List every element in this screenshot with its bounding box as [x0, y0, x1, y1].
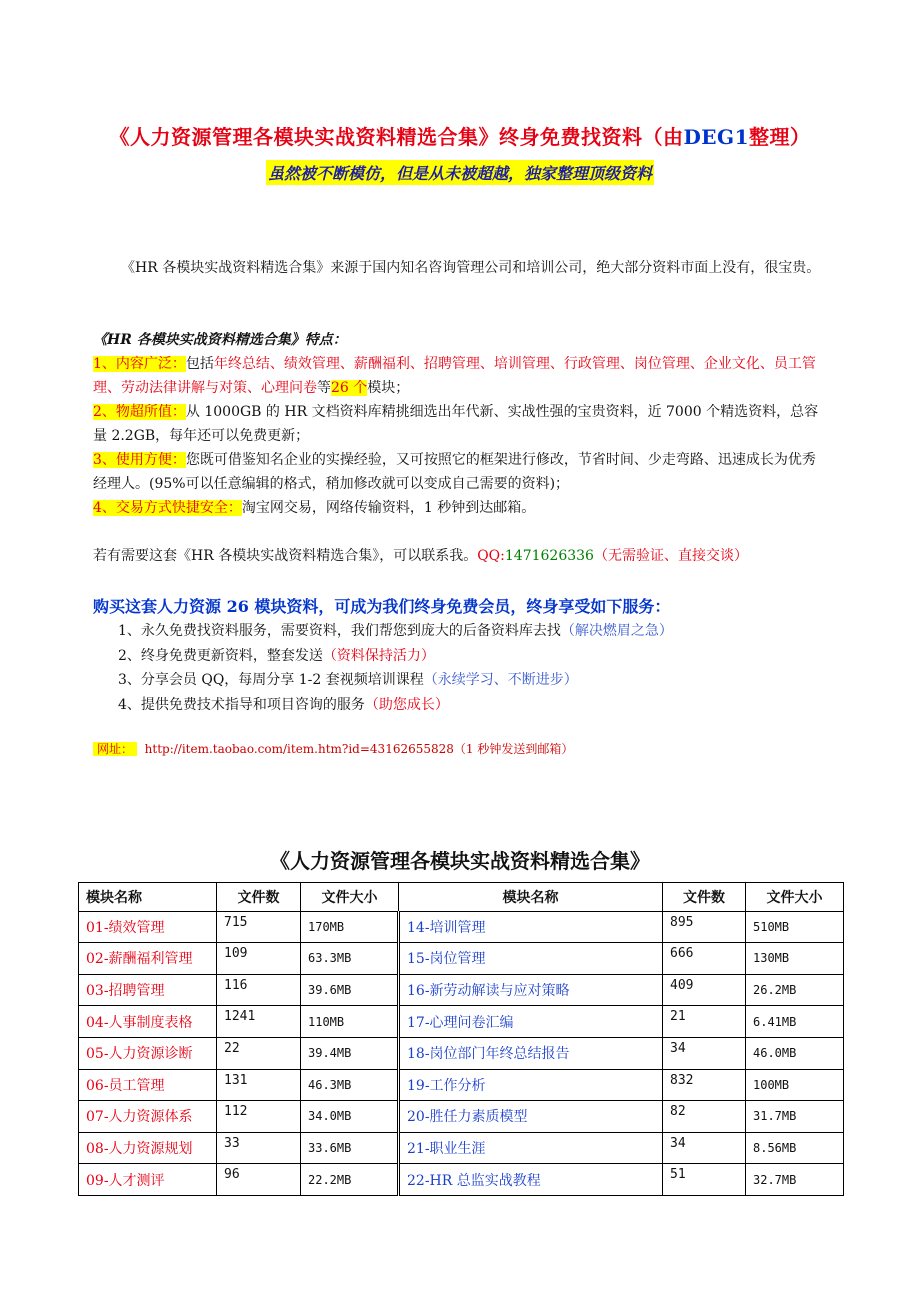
module-name-cell: 05-人力资源诊断: [79, 1037, 217, 1069]
title-text-part2: 整理）: [749, 125, 811, 149]
module-name-cell: 04-人事制度表格: [79, 1006, 217, 1038]
file-count-cell: 116: [217, 974, 301, 1006]
feature-3-text: 您既可借鉴知名企业的实操经验，又可按照它的框架进行修改，节省时间、少走弯路、迅速成长为优秀经理人。(95%可以任意编辑的格式，稍加修改就可以变成自己需要的资料)；: [93, 452, 816, 492]
url-line: [93, 740, 573, 757]
column-header: 模块名称: [79, 883, 217, 912]
title-deg: DEG1: [683, 125, 750, 149]
file-count-cell: 109: [217, 943, 301, 975]
service-item-4: [118, 693, 838, 718]
table-header-row: [79, 883, 844, 912]
file-size-cell: 130MB: [746, 943, 844, 975]
table-row: [79, 1006, 844, 1038]
feature-item-2: [93, 400, 828, 448]
feature-2-text: 从 1000GB 的 HR 文档资料库精挑细选出年代新、实战性强的宝贵资料，近 7000 个精选资料，总容量 2.2GB，每年还可以免费更新；: [93, 404, 819, 444]
module-name-cell: 16-新劳动解读与应对策略: [399, 974, 663, 1006]
modules-table: [78, 882, 844, 1196]
file-count-cell: 22: [217, 1037, 301, 1069]
file-size-cell: 170MB: [301, 911, 399, 943]
file-size-cell: 39.6MB: [301, 974, 399, 1006]
module-name-cell: 20-胜任力素质模型: [399, 1101, 663, 1133]
module-name-cell: 18-岗位部门年终总结报告: [399, 1037, 663, 1069]
feature-3-label: 3、使用方便：: [93, 452, 186, 468]
module-name-cell: 02-薪酬福利管理: [79, 943, 217, 975]
file-count-cell: 34: [663, 1037, 746, 1069]
subtitle: 虽然被不断模仿，但是从未被超越，独家整理顶级资料: [266, 160, 654, 185]
module-name-cell: 06-员工管理: [79, 1069, 217, 1101]
table-title: 《人力资源管理各模块实战资料精选合集》: [270, 849, 650, 873]
file-size-cell: 46.0MB: [746, 1037, 844, 1069]
feature-4-label: 4、交易方式快捷安全：: [93, 500, 242, 516]
file-count-cell: 1241: [217, 1006, 301, 1038]
service-3-note: （永续学习、不断进步）: [423, 672, 578, 688]
module-name-cell: 22-HR 总监实战教程: [399, 1164, 663, 1196]
module-name-cell: 09-人才测评: [79, 1164, 217, 1196]
file-count-cell: 666: [663, 943, 746, 975]
features-heading: 《HR 各模块实战资料精选合集》特点：: [93, 332, 347, 348]
features-list: [93, 352, 828, 520]
table-row: [79, 1037, 844, 1069]
file-size-cell: 510MB: [746, 911, 844, 943]
feature-item-1: [93, 352, 828, 400]
service-1-note: （解决燃眉之急）: [560, 623, 673, 639]
file-size-cell: 6.41MB: [746, 1006, 844, 1038]
file-size-cell: 63.3MB: [301, 943, 399, 975]
feature-1-label: 1、内容广泛：: [93, 356, 186, 372]
feature-1-topics: 年终总结、绩效管理、薪酬福利、招聘管理、培训管理、行政管理、岗位管理、企业文化、员工管理、劳动法律讲解与对策、心理问卷: [93, 356, 816, 396]
contact-text: 若有需要这套《HR 各模块实战资料精选合集》，可以联系我。: [93, 548, 478, 564]
file-count-cell: 96: [217, 1164, 301, 1196]
file-count-cell: 21: [663, 1006, 746, 1038]
module-name-cell: 01-绩效管理: [79, 911, 217, 943]
service-3-text: 3、分享会员 QQ，每周分享 1-2 套视频培训课程: [118, 672, 424, 688]
buy-heading: 购买这套人力资源 26 模块资料，可成为我们终身免费会员，终身享受如下服务：: [93, 597, 671, 616]
file-count-cell: 34: [663, 1132, 746, 1164]
module-name-cell: 14-培训管理: [399, 911, 663, 943]
feature-4-text: 淘宝网交易，网络传输资料，1 秒钟到达邮箱。: [241, 500, 536, 516]
file-size-cell: 31.7MB: [746, 1101, 844, 1133]
file-count-cell: 33: [217, 1132, 301, 1164]
file-count-cell: 409: [663, 974, 746, 1006]
column-header: 模块名称: [399, 883, 663, 912]
qq-label: QQ:: [477, 548, 505, 564]
file-count-cell: 895: [663, 911, 746, 943]
module-name-cell: 03-招聘管理: [79, 974, 217, 1006]
service-1-text: 1、永久免费找资料服务，需要资料，我们帮您到庞大的后备资料库去找: [118, 623, 561, 639]
column-header: 文件数: [217, 883, 301, 912]
file-size-cell: 110MB: [301, 1006, 399, 1038]
column-header: 文件大小: [746, 883, 844, 912]
feature-1-prefix: 包括: [185, 356, 214, 372]
intro-paragraph: 《HR 各模块实战资料精选合集》来源于国内知名咨询管理公司和培训公司，绝大部分资料市面上没有，很宝贵。: [121, 260, 821, 276]
file-size-cell: 100MB: [746, 1069, 844, 1101]
feature-1-mid: 等: [317, 380, 331, 396]
service-item-3: [118, 668, 838, 693]
module-name-cell: 07-人力资源体系: [79, 1101, 217, 1133]
service-2-note: （资料保持活力）: [322, 647, 435, 664]
feature-1-suffix: 模块；: [367, 380, 410, 396]
file-size-cell: 32.7MB: [746, 1164, 844, 1196]
feature-item-4: [93, 496, 828, 520]
url-link[interactable]: http://item.taobao.com/item.htm?id=43162655828（1 秒钟发送到邮箱）: [144, 742, 574, 756]
service-2-text: 2、终身免费更新资料，整套发送: [118, 647, 323, 664]
services-list: [118, 619, 838, 717]
file-size-cell: 33.6MB: [301, 1132, 399, 1164]
file-size-cell: 26.2MB: [746, 974, 844, 1006]
file-count-cell: 51: [663, 1164, 746, 1196]
table-row: [79, 1069, 844, 1101]
module-name-cell: 08-人力资源规划: [79, 1132, 217, 1164]
table-row: [79, 1132, 844, 1164]
table-row: [79, 1164, 844, 1196]
module-name-cell: 19-工作分析: [399, 1069, 663, 1101]
file-size-cell: 34.0MB: [301, 1101, 399, 1133]
qq-note: （无需验证、直接交谈）: [593, 548, 748, 564]
page-title: [0, 121, 920, 150]
module-name-cell: 21-职业生涯: [399, 1132, 663, 1164]
column-header: 文件大小: [301, 883, 399, 912]
module-name-cell: 15-岗位管理: [399, 943, 663, 975]
file-size-cell: 39.4MB: [301, 1037, 399, 1069]
file-count-cell: 715: [217, 911, 301, 943]
column-header: 文件数: [663, 883, 746, 912]
file-count-cell: 82: [663, 1101, 746, 1133]
table-row: [79, 943, 844, 975]
service-item-2: [118, 644, 838, 669]
table-row: [79, 974, 844, 1006]
file-size-cell: 46.3MB: [301, 1069, 399, 1101]
contact-line: [93, 544, 828, 568]
table-row: [79, 911, 844, 943]
file-count-cell: 832: [663, 1069, 746, 1101]
qq-number[interactable]: 1471626336: [504, 548, 594, 564]
service-4-text: 4、提供免费技术指导和项目咨询的服务: [118, 696, 365, 713]
file-size-cell: 8.56MB: [746, 1132, 844, 1164]
file-count-cell: 112: [217, 1101, 301, 1133]
feature-item-3: [93, 448, 828, 496]
feature-1-count: 26 个: [331, 380, 368, 396]
file-size-cell: 22.2MB: [301, 1164, 399, 1196]
url-label: 网址：: [93, 742, 137, 756]
service-item-1: [118, 619, 838, 644]
file-count-cell: 131: [217, 1069, 301, 1101]
service-4-note: （助您成长）: [364, 696, 449, 713]
table-row: [79, 1101, 844, 1133]
table-body: [79, 911, 844, 1195]
module-name-cell: 17-心理问卷汇编: [399, 1006, 663, 1038]
subtitle-wrap: [0, 160, 920, 185]
title-text-part1: 《人力资源管理各模块实战资料精选合集》终身免费找资料（由: [109, 125, 684, 149]
feature-2-label: 2、物超所值：: [93, 404, 186, 420]
